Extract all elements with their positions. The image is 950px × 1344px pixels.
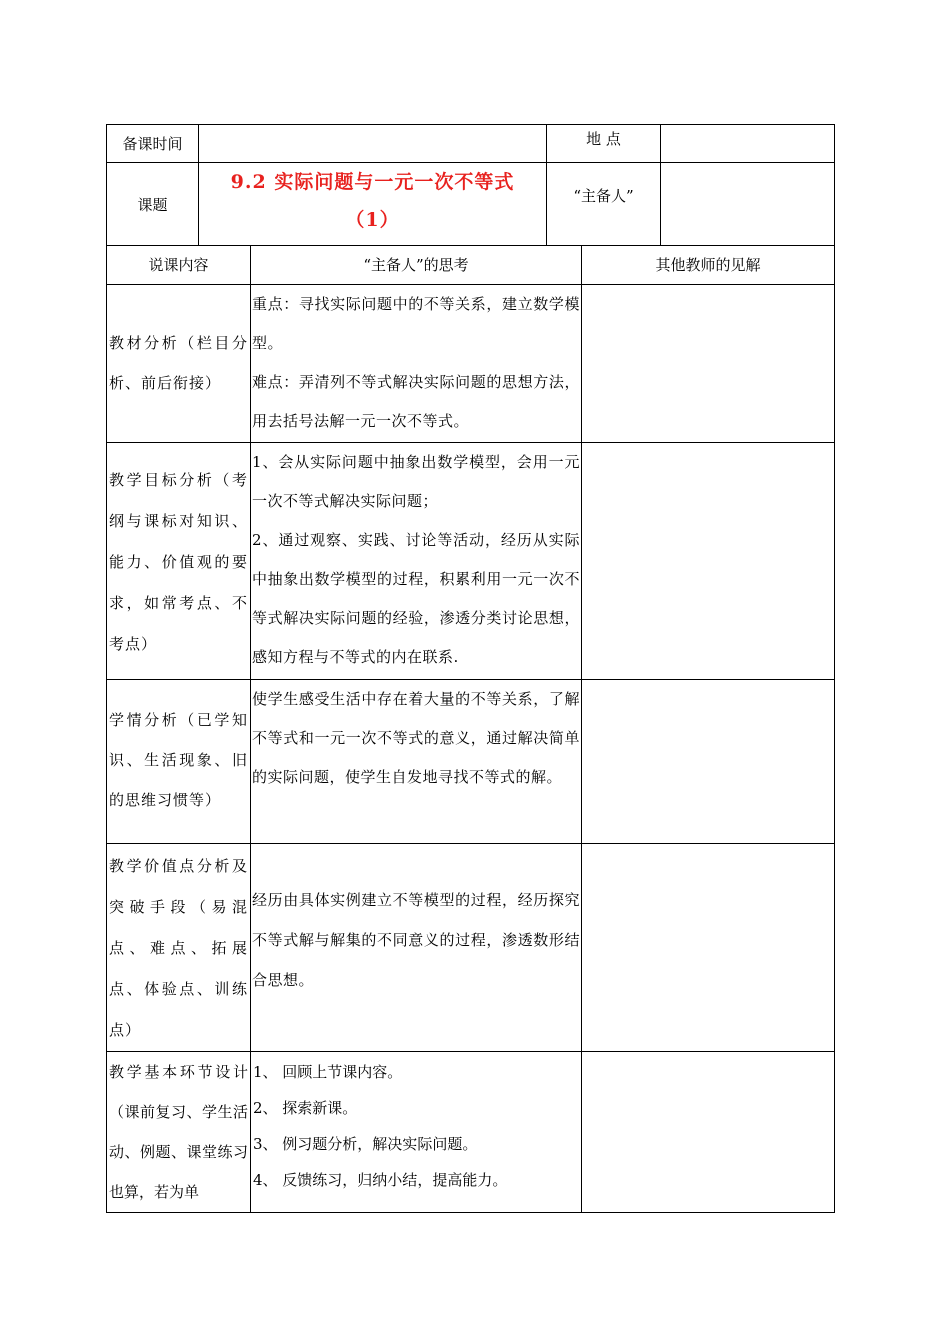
content-paragraph: 2、通过观察、实践、讨论等活动，经历从实际中抽象出数学模型的过程，积累利用一元一次不等式解决实际问题的经验，渗透分类讨论思想，感知方程与不等式的内在联系. bbox=[252, 531, 580, 666]
step-item: 4、 反馈练习，归纳小结，提高能力。 bbox=[253, 1171, 508, 1189]
row-content bbox=[251, 680, 582, 844]
prep-time-label: 备课时间 bbox=[107, 125, 199, 163]
row-content bbox=[251, 443, 582, 680]
step-item: 3、 例习题分析，解决实际问题。 bbox=[253, 1135, 478, 1153]
row-others[interactable] bbox=[582, 680, 835, 844]
row-others[interactable] bbox=[582, 844, 835, 1052]
content-paragraph: 使学生感受生活中存在着大量的不等关系，了解不等式和一元一次不等式的意义，通过解决简单的实际问题，使学生自发地寻找不等式的解。 bbox=[252, 690, 580, 786]
content-paragraph: 经历由具体实例建立不等模型的过程，经历探究不等式解与解集的不同意义的过程，渗透数形结合思想。 bbox=[252, 891, 580, 989]
col-header-content: 说课内容 bbox=[107, 246, 251, 285]
topic-title-line2: （1） bbox=[345, 209, 400, 231]
location-value[interactable] bbox=[661, 125, 835, 163]
row-content bbox=[251, 285, 582, 443]
col-header-presenter-thinking: “主备人”的思考 bbox=[251, 246, 582, 285]
table-row bbox=[107, 844, 835, 1052]
row-label: 教材分析（栏目分析、前后衔接） bbox=[107, 285, 251, 443]
presenter-value[interactable] bbox=[661, 163, 835, 246]
row-content bbox=[251, 1052, 582, 1213]
row-label: 教学基本环节设计（课前复习、学生活动、例题、课堂练习也算，若为单 bbox=[107, 1052, 251, 1213]
topic-title bbox=[199, 163, 547, 246]
table-row bbox=[107, 680, 835, 844]
col-header-other-teachers: 其他教师的见解 bbox=[582, 246, 835, 285]
content-paragraph: 1、会从实际问题中抽象出数学模型，会用一元一次不等式解决实际问题； bbox=[252, 453, 580, 510]
step-item: 1、 回顾上节课内容。 bbox=[253, 1063, 403, 1081]
row-content bbox=[251, 844, 582, 1052]
table-row bbox=[107, 285, 835, 443]
main-table bbox=[106, 245, 835, 1213]
content-paragraph: 难点：弄清列不等式解决实际问题的思想方法，用去括号法解一元一次不等式。 bbox=[252, 373, 580, 430]
row-label: 学情分析（已学知识、生活现象、旧的思维习惯等） bbox=[107, 680, 251, 844]
step-item: 2、 探索新课。 bbox=[253, 1099, 358, 1117]
row-label: 教学价值点分析及突破手段（易混点、难点、拓展点、体验点、训练点） bbox=[107, 844, 251, 1052]
header-table bbox=[106, 124, 835, 246]
row-others[interactable] bbox=[582, 285, 835, 443]
row-others[interactable] bbox=[582, 443, 835, 680]
topic-title-line1: 9.2 实际问题与一元一次不等式 bbox=[230, 171, 515, 193]
presenter-label: “主备人” bbox=[547, 163, 661, 246]
table-row bbox=[107, 1052, 835, 1213]
row-others[interactable] bbox=[582, 1052, 835, 1213]
content-paragraph: 重点：寻找实际问题中的不等关系，建立数学模型。 bbox=[252, 295, 580, 352]
prep-time-value[interactable] bbox=[199, 125, 547, 163]
row-label: 教学目标分析（考纲与课标对知识、能力、价值观的要求，如常考点、不考点） bbox=[107, 443, 251, 680]
topic-label: 课题 bbox=[107, 163, 199, 246]
table-row bbox=[107, 443, 835, 680]
location-label: 地 点 bbox=[547, 125, 661, 163]
